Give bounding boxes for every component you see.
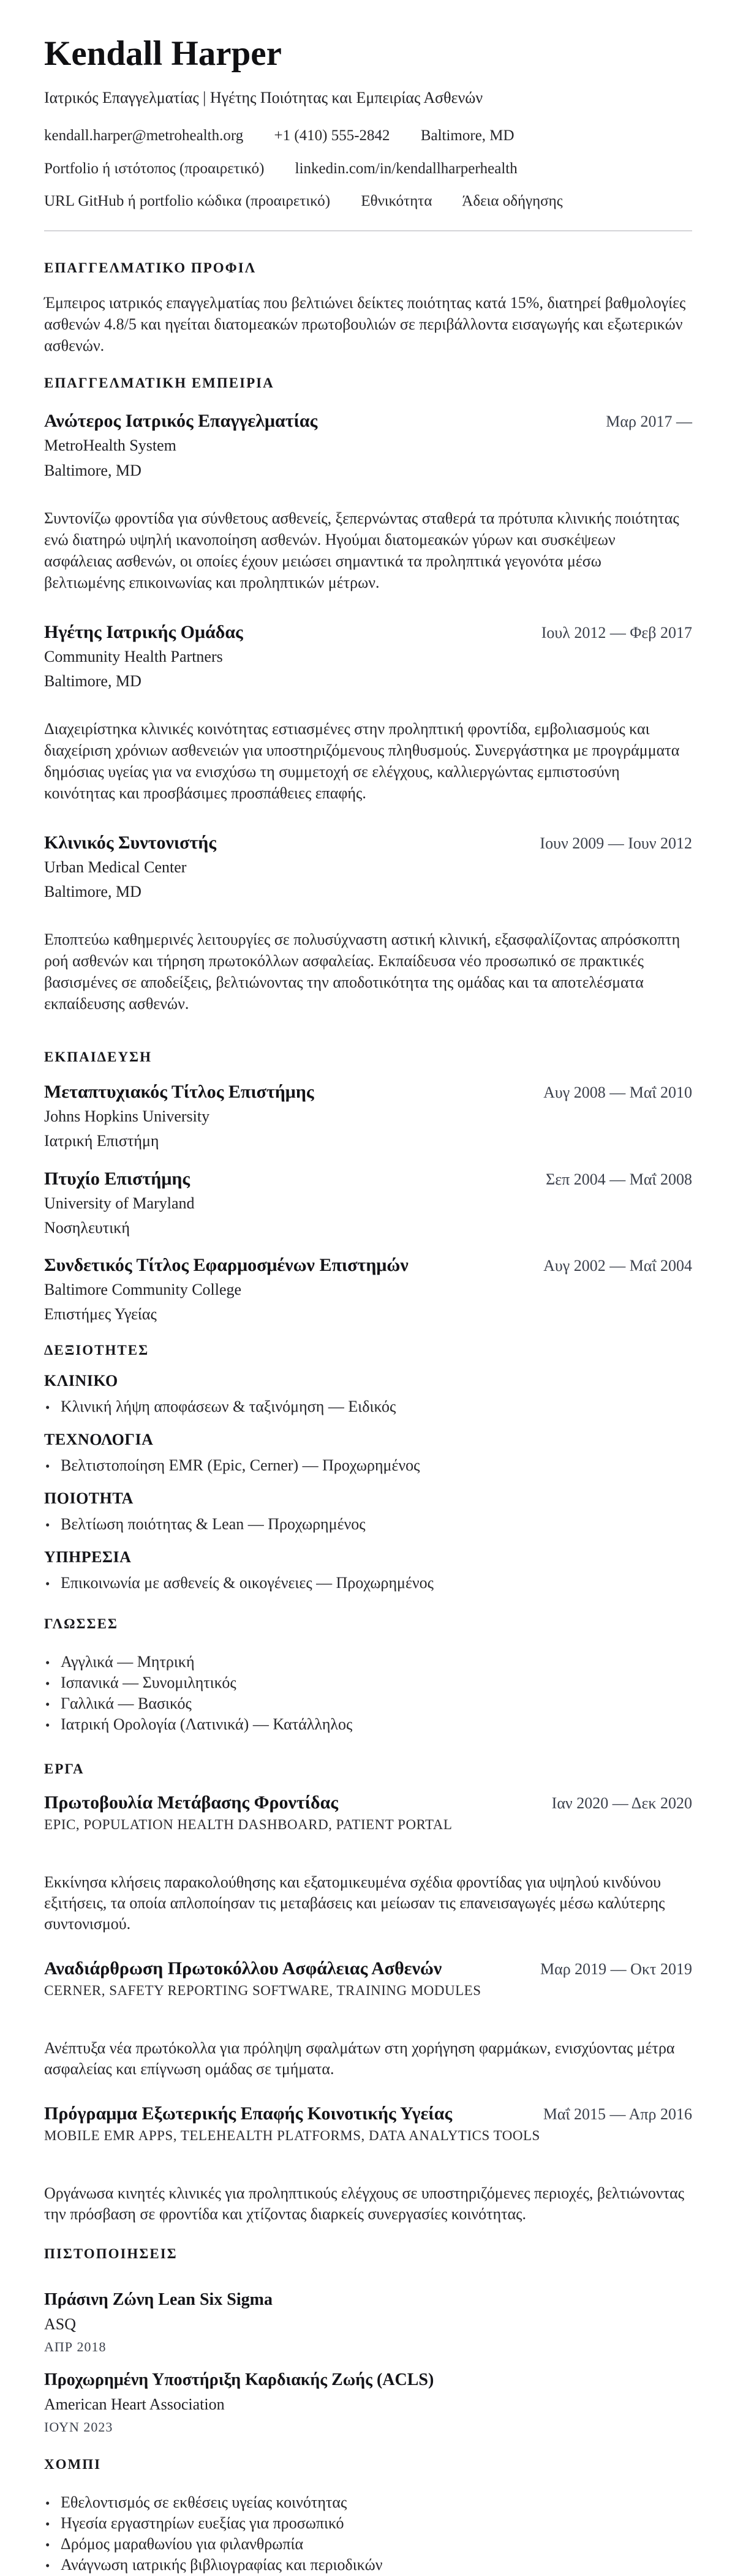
job-description: Διαχειρίστηκα κλινικές κοινότητας εστιασμένες στην προληπτική φροντίδα, εμβολιασμούς και διαχείριση χρόνιων ασθενειών για υποστηριζόμενους πληθυσμούς. Συνεργάστηκα με προγράμματα δημόσιας υγείας για να ενισχύσω τη συμμετοχή σε ελέγχους, καλλιεργώντας εμπιστοσύνη κοινότητας και προσβάσιμες προσπάθειες επαφής.: [44, 720, 680, 803]
project-description: Ανέπτυξα νέα πρωτόκολλα για πρόληψη σφαλμάτων στη χορήγηση φαρμάκων, ενισχύοντας μέτρα ασφαλείας και επίγνωση ομάδας σε τμήματα.: [44, 2039, 675, 2078]
section-experience: [44, 375, 692, 1015]
project-dates: Μαρ 2019 — Οκτ 2019: [540, 1960, 692, 1978]
section-profile: [44, 260, 692, 356]
certification-title: Προχωρημένη Υποστήριξη Καρδιακής Ζωής (ACLS): [44, 2370, 434, 2390]
skill-list: [44, 1514, 692, 1535]
entry-head: [44, 832, 692, 854]
contact-row-3: [44, 192, 692, 212]
person-name: Kendall Harper: [44, 34, 282, 73]
certification-entry: [44, 2290, 692, 2355]
project-tools: CERNER, SAFETY REPORTING SOFTWARE, TRAINING MODULES: [44, 1982, 481, 1998]
project-entry: [44, 1958, 692, 2080]
resume-header: [44, 34, 692, 212]
list-item: • Επικοινωνία με ασθενείς & οικογένειες — Προχωρημένος: [44, 1573, 692, 1593]
list-item: • Βελτίωση ποιότητας & Lean — Προχωρημένος: [44, 1514, 692, 1535]
language-list: [44, 1652, 692, 1735]
section-projects: [44, 1761, 692, 2225]
nationality-label: Εθνικότητα: [361, 193, 432, 210]
field-of-study: Νοσηλευτική: [44, 1218, 130, 1237]
skill-list: [44, 1455, 692, 1476]
certification-org: American Heart Association: [44, 2395, 225, 2413]
education-entry: [44, 1254, 692, 1324]
skill-category: ΠΟΙΟΤΗΤΑ: [44, 1489, 134, 1508]
project-dates: Ιαν 2020 — Δεκ 2020: [551, 1794, 692, 1812]
list-item: • Ανάγνωση ιατρικής βιβλιογραφίας και περιοδικών: [44, 2555, 692, 2575]
job-title: Ηγέτης Ιατρικής Ομάδας: [44, 621, 243, 642]
section-skills: [44, 1342, 692, 1593]
section-certifications: [44, 2245, 692, 2435]
section-education: [44, 1049, 692, 1324]
list-item: • Εθελοντισμός σε εκθέσεις υγείας κοινότητας: [44, 2492, 692, 2513]
project-dates: Μαΐ 2015 — Απρ 2016: [543, 2105, 692, 2123]
job-dates: Ιουλ 2012 — Φεβ 2017: [541, 623, 692, 642]
degree-title: Συνδετικός Τίτλος Εφαρμοσμένων Επιστημών: [44, 1254, 409, 1275]
certification-date: ΑΠΡ 2018: [44, 2339, 107, 2355]
school-name: Baltimore Community College: [44, 1280, 242, 1298]
field-of-study: Ιατρική Επιστήμη: [44, 1132, 159, 1150]
job-dates: Μαρ 2017 —: [606, 413, 692, 431]
company-name: Urban Medical Center: [44, 858, 187, 877]
experience-entry: [44, 832, 692, 1014]
certification-org: ASQ: [44, 2315, 77, 2333]
job-location: Baltimore, MD: [44, 672, 141, 690]
entry-head: [44, 1958, 692, 1980]
section-heading: ΕΡΓΑ: [44, 1761, 85, 1777]
project-entry: [44, 1792, 692, 1934]
section-languages: [44, 1616, 692, 1735]
project-entry: [44, 2103, 692, 2225]
phone-value: +1 (410) 555-2842: [274, 127, 390, 144]
project-title: Πρόγραμμα Εξωτερικής Επαφής Κοινοτικής Υγείας: [44, 2103, 453, 2124]
experience-entry: [44, 410, 692, 593]
entry-head: [44, 621, 692, 643]
job-dates: Ιουν 2009 — Ιουν 2012: [540, 834, 692, 853]
entry-head: [44, 2103, 692, 2125]
list-item: • Ισπανικά — Συνομιλητικός: [44, 1672, 692, 1693]
education-entry: [44, 1168, 692, 1237]
company-name: MetroHealth System: [44, 436, 176, 455]
section-hobbies: [44, 2456, 692, 2575]
skill-list: [44, 1573, 692, 1593]
job-title: Κλινικός Συντονιστής: [44, 833, 216, 853]
certification-entry: [44, 2370, 692, 2435]
job-description: Εποπτεύω καθημερινές λειτουργίες σε πολυσύχναστη αστική κλινική, εξασφαλίζοντας απρόσκοπτη ροή ασθενών και τήρηση πρωτοκόλλων ασφαλείας. Εκπαίδευσα νέο προσωπικό σε πρακτικές βασισμένες σε αποδείξεις, βελτιώνοντας την αποδοτικότητα της ομάδας και τα αποτελέσματα εκπαίδευσης ασθενών.: [44, 930, 680, 1013]
list-item: • Κλινική λήψη αποφάσεων & ταξινόμηση — Ειδικός: [44, 1396, 692, 1417]
entry-head: [44, 1254, 692, 1276]
profile-summary: Έμπειρος ιατρικός επαγγελματίας που βελτιώνει δείκτες ποιότητας κατά 15%, διατηρεί βαθμολογίες ασθενών 4.8/5 και ηγείται διατομεακών πρωτοβουλιών σε περιβάλλοντα εισαγωγής και εξωτερικών ασθενών.: [44, 293, 686, 354]
email-value: kendall.harper@metrohealth.org: [44, 127, 244, 144]
school-name: University of Maryland: [44, 1194, 195, 1212]
section-heading: ΧΟΜΠΙ: [44, 2456, 102, 2472]
hobby-list: [44, 2492, 692, 2575]
section-heading: ΠΙΣΤΟΠΟΙΗΣΕΙΣ: [44, 2245, 178, 2261]
certification-date: ΙΟΥΝ 2023: [44, 2419, 113, 2435]
certification-title: Πράσινη Ζώνη Lean Six Sigma: [44, 2290, 273, 2310]
field-of-study: Επιστήμες Υγείας: [44, 1305, 157, 1324]
list-item: • Δρόμος μαραθωνίου για φιλανθρωπία: [44, 2534, 692, 2555]
education-dates: Αυγ 2008 — Μαΐ 2010: [543, 1084, 692, 1102]
list-item: • Γαλλικά — Βασικός: [44, 1693, 692, 1714]
job-title: Ανώτερος Ιατρικός Επαγγελματίας: [44, 411, 318, 432]
company-name: Community Health Partners: [44, 647, 223, 665]
linkedin-value: linkedin.com/in/kendallharperhealth: [295, 160, 518, 177]
education-entry: [44, 1081, 692, 1150]
skill-category: ΚΛΙΝΙΚΟ: [44, 1372, 118, 1390]
skill-list: [44, 1396, 692, 1417]
contact-row-2: [44, 159, 692, 179]
project-description: Οργάνωσα κινητές κλινικές για προληπτικούς ελέγχους σε υποστηριζόμενες περιοχές, βελτιώνοντας την πρόσβαση σε φροντίδα και χτίζοντας διαρκείς συνεργασίες κοινότητας.: [44, 2184, 685, 2223]
degree-title: Πτυχίο Επιστήμης: [44, 1168, 190, 1189]
project-title: Πρωτοβουλία Μετάβασης Φροντίδας: [44, 1792, 338, 1813]
project-tools: MOBILE EMR APPS, TELEHEALTH PLATFORMS, DATA ANALYTICS TOOLS: [44, 2127, 540, 2143]
list-item: • Αγγλικά — Μητρική: [44, 1652, 692, 1672]
education-dates: Αυγ 2002 — Μαΐ 2004: [543, 1256, 692, 1275]
tagline: Ιατρικός Επαγγελματίας | Ηγέτης Ποιότητας και Εμπειρίας Ασθενών: [44, 88, 483, 107]
entry-head: [44, 1792, 692, 1814]
driving-license-label: Άδεια οδήγησης: [462, 193, 563, 210]
project-tools: EPIC, POPULATION HEALTH DASHBOARD, PATIENT PORTAL: [44, 1816, 453, 1832]
section-heading: ΔΕΞΙΟΤΗΤΕΣ: [44, 1342, 149, 1358]
entry-head: [44, 410, 692, 432]
education-dates: Σεπ 2004 — Μαΐ 2008: [546, 1170, 692, 1188]
job-location: Baltimore, MD: [44, 883, 141, 901]
section-heading: ΕΚΠΑΙΔΕΥΣΗ: [44, 1049, 152, 1065]
location-value: Baltimore, MD: [420, 127, 514, 144]
github-label: URL GitHub ή portfolio κώδικα (προαιρετικό): [44, 193, 331, 210]
portfolio-label: Portfolio ή ιστότοπος (προαιρετικό): [44, 160, 265, 177]
project-description: Εκκίνησα κλήσεις παρακολούθησης και εξατομικευμένα σχέδια φροντίδας για υψηλού κινδύνου εξιτήσεις, τα οποία απλοποίησαν τις μεταβάσεις και μείωσαν τις επανεισαγωγές μέσω καλύτερης συντονισμού.: [44, 1873, 665, 1933]
project-title: Αναδιάρθρωση Πρωτοκόλλου Ασφάλειας Ασθενών: [44, 1958, 442, 1979]
list-item: • Ιατρική Ορολογία (Λατινικά) — Κατάλληλος: [44, 1714, 692, 1735]
job-description: Συντονίζω φροντίδα για σύνθετους ασθενείς, ξεπερνώντας σταθερά τα πρότυπα κλινικής ποιότητας ενώ διατηρώ υψηλή ικανοποίηση ασθενών. Ηγούμαι διατομεακών γύρων και συσκέψεων ασφάλειας ασθενών, οι οποίες έχουν μειώσει σημαντικά τα προληπτικά γεγονότα μέσω βελτιωμένης επικοινωνίας και προληπτικών μέτρων.: [44, 509, 679, 591]
experience-entry: [44, 621, 692, 804]
degree-title: Μεταπτυχιακός Τίτλος Επιστήμης: [44, 1082, 314, 1103]
section-heading: ΓΛΩΣΣΕΣ: [44, 1616, 118, 1632]
skill-category: ΥΠΗΡΕΣΙΑ: [44, 1548, 132, 1567]
list-item: • Βελτιστοποίηση EMR (Epic, Cerner) — Προχωρημένος: [44, 1455, 692, 1476]
contact-row-1: [44, 126, 692, 146]
school-name: Johns Hopkins University: [44, 1107, 210, 1126]
entry-head: [44, 1081, 692, 1103]
section-heading: ΕΠΑΓΓΕΛΜΑΤΙΚΗ ΕΜΠΕΙΡΙΑ: [44, 375, 274, 391]
job-location: Baltimore, MD: [44, 461, 141, 479]
entry-head: [44, 1168, 692, 1190]
list-item: • Ηγεσία εργαστηρίων ευεξίας για προσωπικό: [44, 2513, 692, 2534]
header-divider: [44, 230, 692, 231]
section-heading: ΕΠΑΓΓΕΛΜΑΤΙΚΟ ΠΡΟΦΙΛ: [44, 260, 257, 275]
skill-category: ΤΕΧΝΟΛΟΓΙΑ: [44, 1431, 154, 1449]
